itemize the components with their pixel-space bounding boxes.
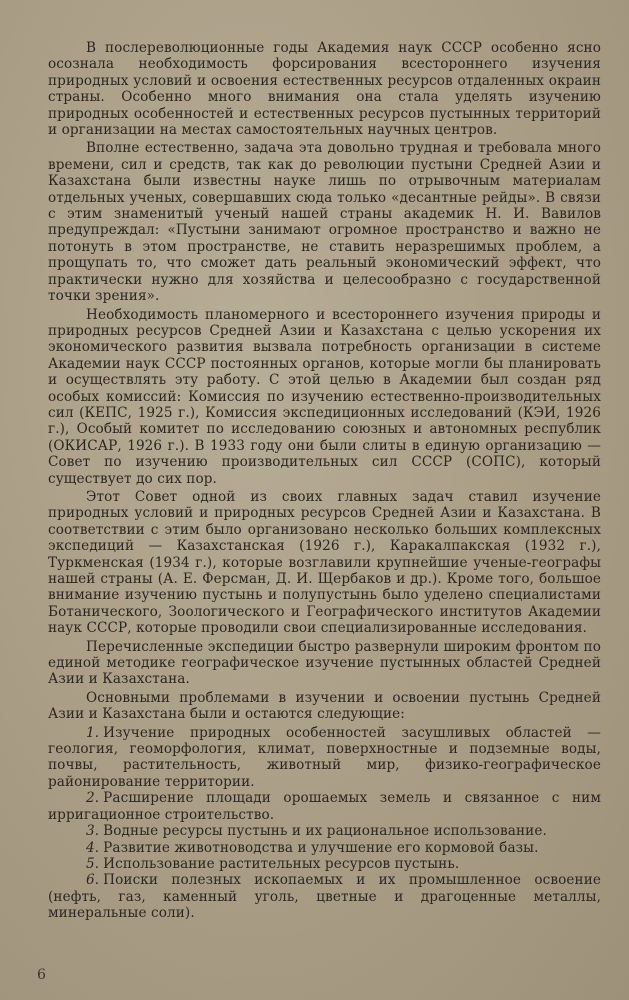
list-item	[48, 790, 601, 823]
list-item	[48, 856, 601, 872]
list-item-text: Изучение природных особенностей засушливых областей — геология, геоморфология, климат, поверхностные и подземные воды, почвы, растительность, животный мир, физико-географическое районирование территории.	[48, 724, 601, 790]
list-item-number: 4.	[86, 839, 100, 856]
list-item-text: Использование растительных ресурсов пустынь.	[103, 855, 460, 872]
list-item-text: Поиски полезных ископаемых и их промышленное освоение (нефть, газ, каменный уголь, цветные и драгоценные металлы, минеральные соли).	[48, 872, 601, 922]
paragraph-6: Основными проблемами в изучении и освоении пустынь Средней Азии и Казахстана были и остаются следующие:	[48, 689, 601, 723]
list-item	[48, 840, 601, 856]
list-item-number: 6.	[86, 872, 100, 889]
list-item-text: Развитие животноводства и улучшение его кормовой базы.	[103, 839, 539, 856]
list-item-number: 3.	[86, 823, 100, 840]
paragraph-1: В послереволюционные годы Академия наук СССР особенно ясно осознала необходимость форсирования всестороннего изучения природных условий и освоения естественных ресурсов отдаленных окраин страны. Особенно много внимания она стала уделять изучению природных особенностей и естественных ресурсов пустынных территорий и организации на местах самостоятельных научных центров.	[48, 40, 601, 139]
list-item	[48, 725, 601, 791]
paragraph-4: Этот Совет одной из своих главных задач ставил изучение природных условий и природных ресурсов Средней Азии и Казахстана. В соответствии с этим было организовано несколько больших комплексных экспедиций — Казахстанская (1926 г.), Каракалпакская (1932 г.), Туркменская (1934 г.), которые возглавили крупнейшие ученые-географы нашей страны (А. Е. Ферсман, Д. И. Щербаков и др.). Кроме того, большое внимание изучению пустынь и полупустынь было уделено специалистами Ботанического, Зоологического и Географического институтов Академии наук СССР, которые проводили свои специализированные исследования.	[48, 488, 601, 637]
page-number: 6	[37, 967, 46, 983]
list-item	[48, 823, 601, 839]
list-item-text: Расширение площади орошаемых земель и связанное с ним ирригационное строительство.	[48, 790, 601, 823]
list-item-text: Водные ресурсы пустынь и их рациональное использование.	[103, 823, 547, 840]
problems-list	[48, 725, 601, 922]
list-item-number: 1.	[86, 724, 100, 741]
body-text	[48, 40, 601, 922]
list-item-number: 2.	[86, 790, 100, 807]
list-item	[48, 872, 601, 921]
list-item-number: 5.	[86, 855, 100, 872]
paragraph-5: Перечисленные экспедиции быстро развернули широким фронтом по единой методике географическое изучение пустынных областей Средней Азии и Казахстана.	[48, 638, 601, 688]
paragraph-3: Необходимость планомерного и всестороннего изучения природы и природных ресурсов Средней Азии и Казахстана с целью ускорения их экономического развития вызвала потребность организации в системе Академии наук СССР постоянных органов, которые могли бы планировать и осуществлять эту работу. С этой целью в Академии был создан ряд особых комиссий: Комиссия по изучению естественно-производительных сил (КЕПС, 1925 г.), Комиссия экспедиционных исследований (КЭИ, 1926 г.), Особый комитет по исследованию союзных и автономных республик (ОКИСАР, 1926 г.). В 1933 году они были слиты в единую организацию — Совет по изучению производительных сил СССР (СОПС), который существует до сих пор.	[48, 306, 601, 487]
paragraph-2: Вполне естественно, задача эта довольно трудная и требовала много времени, сил и средств, так как до революции пустыни Средней Азии и Казахстана были известны науке лишь по отрывочным материалам отдельных ученых, совершавших сюда только «десантные рейды». В связи с этим знаменитый ученый нашей страны академик Н. И. Вавилов предупреждал: «Пустыни занимают огромное пространство и важно не потонуть в этом пространстве, не ставить неразрешимых проблем, а прощупать то, что сможет дать реальный экономический эффект, что практически нужно для хозяйства и целесообразно с государственной точки зрения».	[48, 140, 601, 305]
